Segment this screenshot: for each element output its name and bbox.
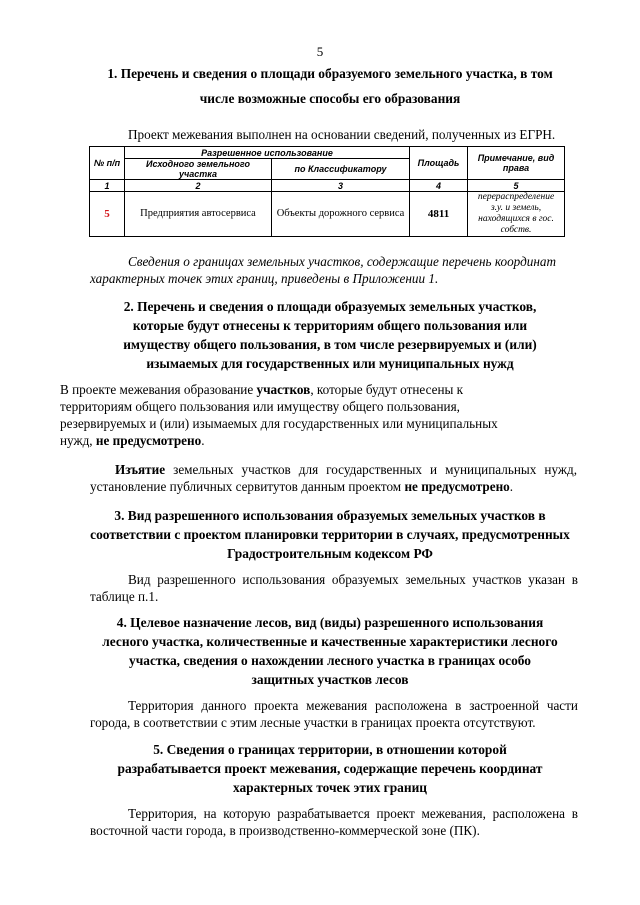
section3-title-line1: 3. Вид разрешенного использования образуемых земельных участков в (114, 508, 546, 523)
land-plot-table (89, 146, 565, 237)
header-original: Исходного земельного участка (125, 159, 272, 180)
section3-title-line2: соответствии с проектом планировки территории в случаях, предусмотренных (90, 527, 570, 542)
section5-p-line1: Территория, на которую разрабатывается проект межевания, расположена в (128, 806, 578, 821)
header-classifier: по Классификатору (272, 159, 410, 180)
section2-p1-line4: нужд, не предусмотрено. (60, 433, 205, 448)
section5-title-line2: разрабатывается проект межевания, содержащие перечень координат (117, 761, 543, 776)
section2-p1-line2: территориям общего пользования или имуществу общего пользования, (60, 399, 460, 414)
section2-p1-line1: В проекте межевания образование участков, которые будут отнесены к (60, 382, 464, 397)
section1-intro: Проект межевания выполнен на основании сведений, полученных из ЕГРН. (128, 127, 556, 142)
section3-p-line2: таблице п.1. (90, 589, 159, 604)
row-classifier-use: Объекты дорожного сервиса (272, 192, 410, 237)
header-area: Площадь (410, 147, 468, 180)
index-cell: 2 (125, 180, 272, 192)
section2-title-line2: которые будут отнесены к территориям общего пользования или (132, 318, 528, 333)
note-line2: характерных точек этих границ, приведены в Приложении 1. (90, 271, 439, 286)
row-area: 4811 (410, 192, 468, 237)
section4-title-line1: 4. Целевое назначение лесов, вид (виды) разрешенного использования (116, 615, 544, 630)
section2-title-line3: имуществу общего пользования, в том числе резервируемых и (или) (123, 337, 537, 352)
header-num: № п/п (90, 147, 125, 180)
table-index-row (90, 180, 565, 192)
row-num: 5 (90, 192, 125, 237)
section2-title-line4: изымаемых для государственных или муниципальных нужд (146, 356, 514, 371)
index-cell: 4 (410, 180, 468, 192)
section2-p2-line2: установление публичных сервитутов данным проектом не предусмотрено. (90, 479, 514, 494)
section4-title-line4: защитных участков лесов (251, 672, 409, 687)
section1-title-line2: числе возможные способы его образования (199, 91, 461, 106)
section2-p2-line1: Изъятие земельных участков для государственных и муниципальных нужд, (115, 462, 577, 477)
section2-p1-line3: резервируемых и (или) изымаемых для государственных или муниципальных (60, 416, 498, 431)
table-row (90, 192, 565, 237)
section4-title-line2: лесного участка, количественные и качественные характеристики лесного (102, 634, 558, 649)
section5-p-line2: восточной части города, в производственно-коммерческой зоне (ПК). (90, 823, 480, 838)
note-line1: Сведения о границах земельных участков, содержащие перечень координат (128, 254, 557, 269)
section5-title-line3: характерных точек этих границ (232, 780, 428, 795)
row-note: перераспределение з.у. и земель, находящихся в гос. собств. (468, 192, 565, 237)
header-permitted-use: Разрешенное использование (125, 147, 410, 159)
header-note: Примечание, вид права (468, 147, 565, 180)
section4-p-line1: Территория данного проекта межевания расположена в застроенной части (128, 698, 578, 713)
section2-title-line1: 2. Перечень и сведения о площади образуемых земельных участков, (123, 299, 537, 314)
section1-title-line1: 1. Перечень и сведения о площади образуемого земельного участка, в том (107, 66, 553, 81)
section4-p-line2: города, в соответствии с этим лесные участки в границах проекта отсутствуют. (90, 715, 536, 730)
index-cell: 5 (468, 180, 565, 192)
row-original-use: Предприятия автосервиса (125, 192, 272, 237)
section4-title-line3: участка, сведения о нахождении лесного участка в границах особо (129, 653, 531, 668)
page-number: 5 (316, 44, 324, 59)
section3-title-line3: Градостроительным кодексом РФ (227, 546, 433, 561)
section3-p-line1: Вид разрешенного использования образуемых земельных участков указан в (128, 572, 578, 587)
section5-title-line1: 5. Сведения о границах территории, в отношении которой (153, 742, 507, 757)
index-cell: 1 (90, 180, 125, 192)
index-cell: 3 (272, 180, 410, 192)
